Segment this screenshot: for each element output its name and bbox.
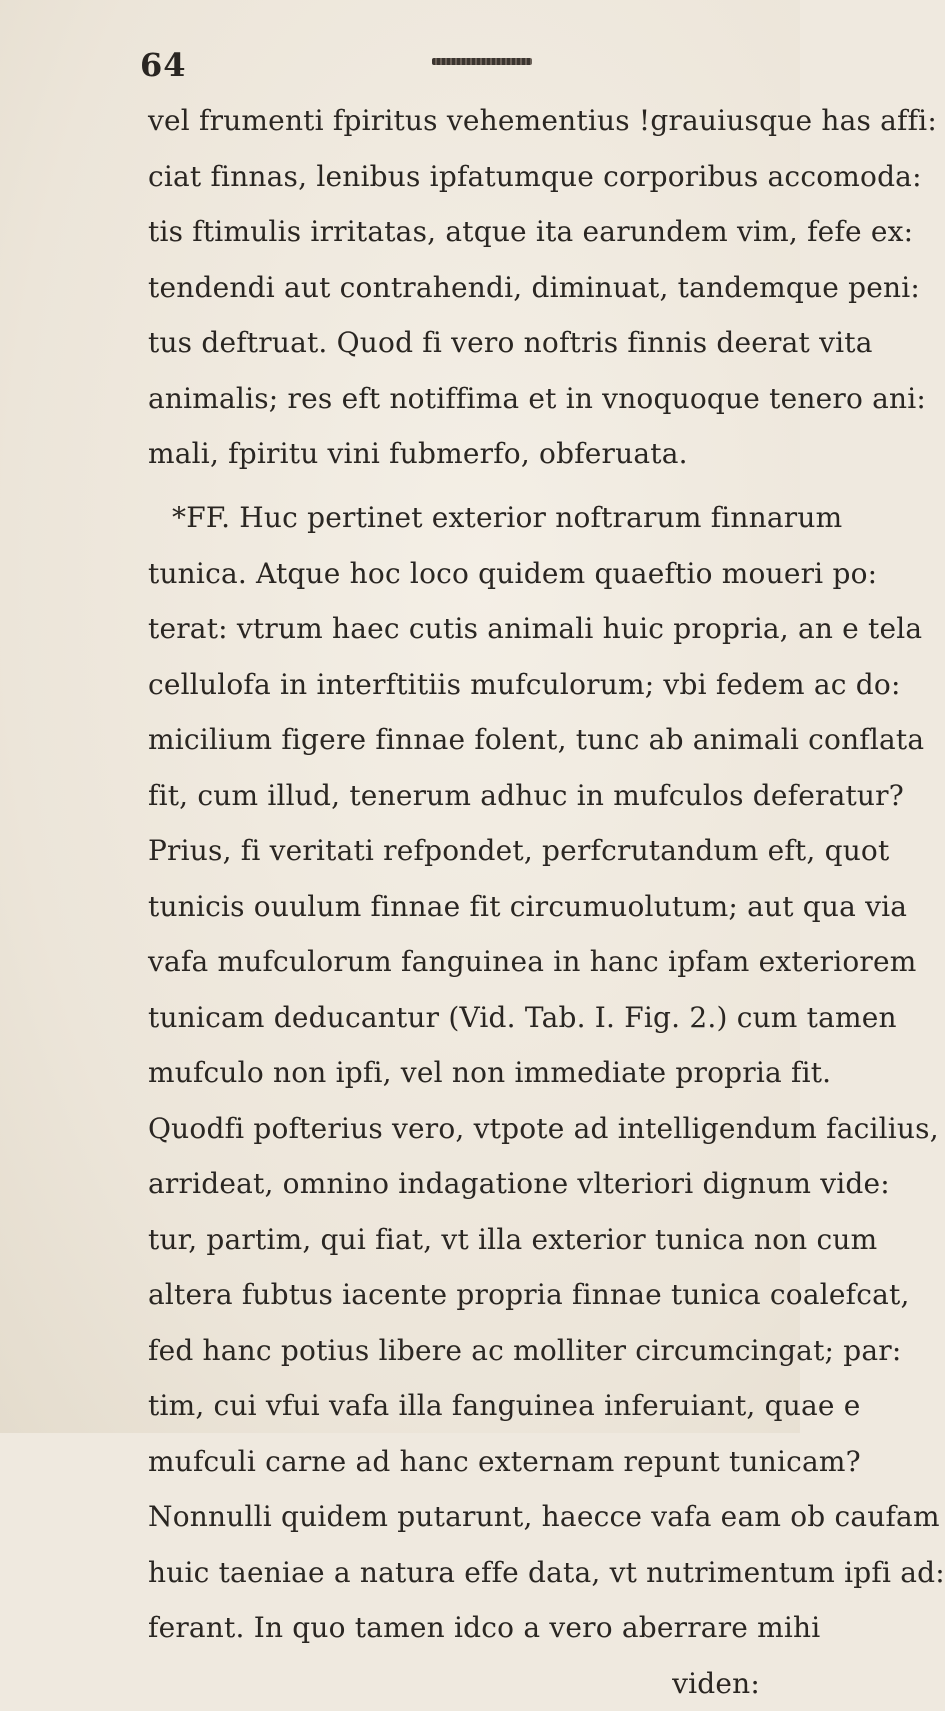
header-ornament <box>432 58 532 65</box>
text-line: terat: vtrum haec cutis animali huic propria, an e tela <box>148 601 760 657</box>
paragraph-2 <box>148 490 760 1711</box>
text-line: tis ftimulis irritatas, atque ita earundem vim, fefe ex: <box>148 204 760 260</box>
text-line: ciat finnas, lenibus ipfatumque corporibus accomoda: <box>148 149 760 205</box>
text-line: altera fubtus iacente propria finnae tunica coalefcat, <box>148 1267 760 1323</box>
text-line: micilium figere finnae folent, tunc ab animali conflata <box>148 712 760 768</box>
text-line: Prius, fi veritati refpondet, perfcrutandum eft, quot <box>148 823 760 879</box>
text-line: fit, cum illud, tenerum adhuc in mufculos deferatur? <box>148 768 760 824</box>
text-line: *FF. Huc pertinet exterior noftrarum finnarum <box>148 490 760 546</box>
text-line: tendendi aut contrahendi, diminuat, tandemque peni: <box>148 260 760 316</box>
text-line: mufculo non ipfi, vel non immediate propria fit. <box>148 1045 760 1101</box>
text-line: tim, cui vfui vafa illa fanguinea inferuiant, quae e <box>148 1378 760 1434</box>
text-line: tunicis ouulum finnae fit circumuolutum; aut qua via <box>148 879 760 935</box>
text-line: ferant. In quo tamen idco a vero aberrare mihi <box>148 1600 760 1656</box>
text-line: huic taeniae a natura effe data, vt nutrimentum ipfi ad: <box>148 1545 760 1601</box>
page-number: 64 <box>140 46 187 84</box>
text-line: fed hanc potius libere ac molliter circumcingat; par: <box>148 1323 760 1379</box>
text-line: tunicam deducantur (Vid. Tab. I. Fig. 2.) cum tamen <box>148 990 760 1046</box>
text-line: tus deftruat. Quod fi vero noftris finnis deerat vita <box>148 315 760 371</box>
text-line: cellulofa in interftitiis mufculorum; vbi fedem ac do: <box>148 657 760 713</box>
text-line: vafa mufculorum fanguinea in hanc ipfam exteriorem <box>148 934 760 990</box>
text-line: arrideat, omnino indagatione vlteriori dignum vide: <box>148 1156 760 1212</box>
catchword: viden: <box>148 1656 760 1711</box>
text-line: mufculi carne ad hanc externam repunt tunicam? <box>148 1434 760 1490</box>
text-line: tur, partim, qui fiat, vt illa exterior tunica non cum <box>148 1212 760 1268</box>
paragraph-1 <box>148 93 760 482</box>
text-line: tunica. Atque hoc loco quidem quaeftio moueri po: <box>148 546 760 602</box>
text-line: Nonnulli quidem putarunt, haecce vafa eam ob caufam <box>148 1489 760 1545</box>
text-line: Quodfi pofterius vero, vtpote ad intelligendum facilius, <box>148 1101 760 1157</box>
text-line: vel frumenti fpiritus vehementius !grauiusque has affi: <box>148 93 760 149</box>
text-line: mali, fpiritu vini fubmerfo, obferuata. <box>148 426 760 482</box>
text-line: animalis; res eft notiffima et in vnoquoque tenero ani: <box>148 371 760 427</box>
